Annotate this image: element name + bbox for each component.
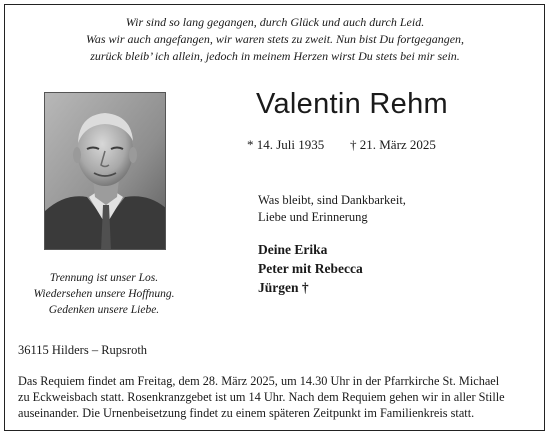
- poem-line: Wir sind so lang gegangen, durch Glück und auch durch Leid.: [125, 15, 425, 29]
- service-notice: [18, 373, 505, 421]
- quote-line: Was bleibt, sind Dankbarkeit,: [258, 193, 406, 207]
- memorial-motto: [6, 270, 202, 318]
- poem-line: zurück bleib’ ich allein, jedoch in meinem Herzen wirst Du stets bei mir sein.: [90, 49, 460, 63]
- mourners-list: [258, 240, 363, 297]
- death-date: † 21. März 2025: [350, 137, 436, 152]
- quote-line: Liebe und Erinnerung: [258, 210, 368, 224]
- mourner-name: Peter mit Rebecca: [258, 261, 363, 276]
- poem-line: Was wir auch angefangen, wir waren stets zu zweit. Nun bist Du fortgegangen,: [85, 32, 465, 46]
- notice-line: auseinander. Die Urnenbeisetzung findet zu einem späteren Zeitpunkt im Familienkreis statt.: [18, 406, 475, 420]
- mourner-name: Deine Erika: [258, 242, 328, 257]
- birth-date: * 14. Juli 1935: [247, 137, 325, 152]
- notice-line: zu Eckweisbach statt. Rosenkranzgebet ist um 14 Uhr. Nach dem Requiem gehen wir in aller Stille: [18, 390, 505, 404]
- motto-line: Wiedersehen unsere Hoffnung.: [33, 288, 175, 300]
- memorial-poem: [0, 14, 550, 65]
- remembrance-quote: [258, 192, 406, 226]
- portrait-illustration: [45, 93, 166, 250]
- deceased-name: Valentin Rehm: [256, 88, 448, 120]
- notice-line: Das Requiem findet am Freitag, dem 28. März 2025, um 14.30 Uhr in der Pfarrkirche St. Michael: [18, 374, 500, 388]
- place-of-residence: 36115 Hilders – Rupsroth: [18, 343, 148, 357]
- motto-line: Gedenken unsere Liebe.: [48, 304, 160, 316]
- motto-line: Trennung ist unser Los.: [49, 272, 159, 284]
- mourner-name: Jürgen †: [258, 280, 309, 295]
- portrait-photo: [44, 92, 166, 250]
